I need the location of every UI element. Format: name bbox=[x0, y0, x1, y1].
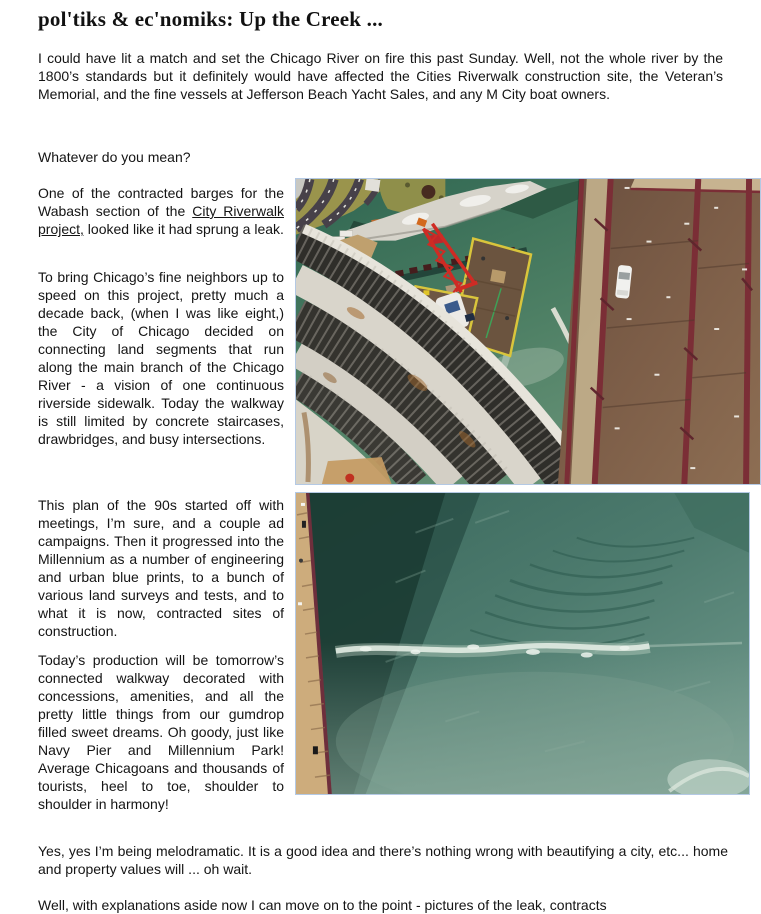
history-paragraph: To bring Chicago’s fine neighbors up to speed on this project, pretty much a decade back, (when I was like eight,) the City of Chicago decided on connecting land segments that run along the main branch of the Chicago River - a vision of one continuous riverside sidewalk. Today the walkway is still limited by concrete staircases, drawbridges, and busy intersections. bbox=[38, 269, 284, 447]
page-title: pol'tiks & ec'nomiks: Up the Creek ... bbox=[38, 7, 383, 31]
plan-paragraph: This plan of the 90s started off with meetings, I’m sure, and a couple ad campaigns. Then it progressed into the Millennium as a number of engineering and urban blue prints, to a bunch of various land surveys and tests, and to what it is now, contracted sites of construction. bbox=[38, 497, 284, 639]
barge-paragraph-before: One of the contracted barges for the Wabash section of the bbox=[38, 185, 284, 219]
photo-water-leak-graphic bbox=[296, 493, 749, 794]
intro-paragraph: I could have lit a match and set the Chicago River on fire this past Sunday. Well, not the whole river by the 1800’s standards but it definitely would have affected the Cities Riverwalk construction site, the Veteran’s Memorial, and the fine vessels at Jefferson Beach Yacht Sales, and any M City boat owners. bbox=[38, 50, 723, 102]
question-paragraph: Whatever do you mean? bbox=[38, 149, 191, 165]
photo-river-construction bbox=[295, 178, 761, 485]
photo-river-construction-graphic bbox=[296, 179, 760, 484]
closing-paragraph: Well, with explanations aside now I can move on to the point - pictures of the leak, contracts bbox=[38, 897, 607, 913]
drawbridge-deck bbox=[558, 179, 760, 484]
riverwalk-project-link[interactable]: City Riverwalk project, bbox=[38, 203, 284, 237]
future-paragraph: Today’s production will be tomorrow’s connected walkway decorated with concessions, amenities, and all the pretty little things from our gumdrop filled sweet dreams. Oh goody, just like Navy Pier and Millennium Park! Average Chicagoans and thousands of tourists, heel to toe, shoulder to shoulder in harmony! bbox=[38, 652, 284, 812]
melodramatic-paragraph: Yes, yes I’m being melodramatic. It is a good idea and there’s nothing wrong with beautifying a city, etc... home and property values will ... oh wait. bbox=[38, 843, 728, 877]
photo-water-leak bbox=[295, 492, 750, 795]
barge-paragraph-after: looked like it had sprung a leak. bbox=[83, 221, 284, 237]
barge-paragraph bbox=[38, 184, 284, 238]
